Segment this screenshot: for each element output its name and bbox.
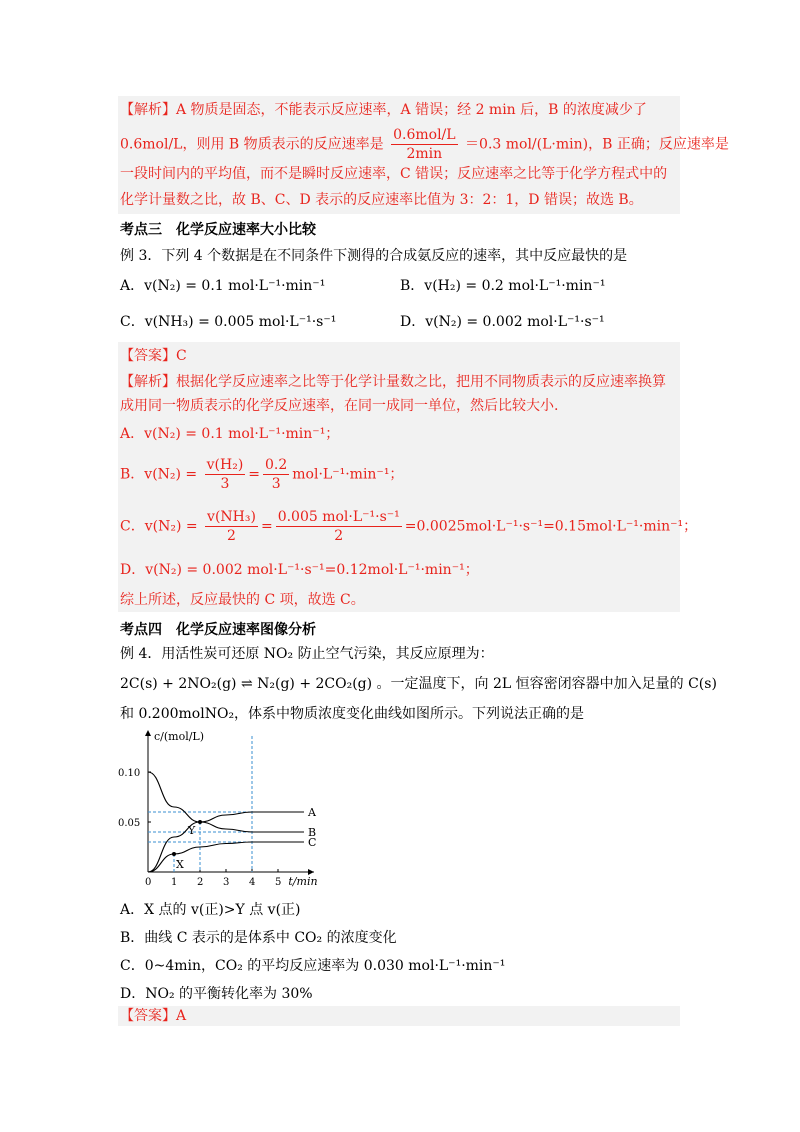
analysis-3-summary: 综上所述，反应最快的 C 项，故选 C。 [120, 592, 365, 608]
example-4-option-d: D．NO₂ 的平衡转化率为 30% [120, 986, 313, 1002]
point-Y-label: Y [188, 824, 196, 837]
point-X-label: X [176, 858, 184, 871]
analysis-1-line-4: 化学计量数之比，故 B、C、D 表示的反应速率比值为 3：2：1，D 错误；故选 B。 [120, 192, 643, 208]
point-Y [198, 820, 202, 824]
series-B-line [148, 772, 304, 832]
series-B-label: B [308, 826, 317, 839]
section-title-3: 考点三 化学反应速率大小比较 [120, 222, 316, 238]
analysis-1-line-2: 0.6mol/L，则用 B 物质表示的反应速率是 $\frac{\text{0.6mol/L}}{2\min}$ ＝0.3 mol/(L·min)，B 正确；反应速率是 [120, 127, 729, 162]
x-tick-label: 3 [223, 877, 230, 888]
x-tick-label: 0 [145, 877, 152, 888]
point-X [172, 852, 176, 856]
y-axis-arrow [145, 730, 151, 736]
example-3-option-b: B．v(H₂) = 0.2 mol·L⁻¹·min⁻¹ [400, 278, 606, 294]
analysis-3-line-2: 成用同一物质表示的化学反应速率，在同一成同一单位，然后比较大小. [120, 398, 559, 414]
x-tick-label: 2 [197, 877, 204, 888]
example-4-stem-3: 和 0.200molNO₂，体系中物质浓度变化曲线如图所示。下列说法正确的是 [120, 706, 585, 722]
example-4-option-b: B．曲线 C 表示的是体系中 CO₂ 的浓度变化 [120, 930, 397, 946]
example-4-stem-2: 2C(s) + 2NO₂(g) ⇌ N₂(g) + 2CO₂(g) 。一定温度下，向 2L 恒容密闭容器中加入足量的 C(s) [120, 676, 717, 692]
series-A-label: A [308, 806, 316, 819]
example-3-option-a: A．v(N₂) = 0.1 mol·L⁻¹·min⁻¹ [120, 278, 326, 294]
section-title-4: 考点四 化学反应速率图像分析 [120, 622, 316, 638]
analysis-3-step-b: B．v(N₂) = $\frac{\text{v(H₂)}}{3}$ = $\frac{0.2}{3}$ mol·L⁻¹·min⁻¹； [120, 457, 404, 492]
series-C-label: C [308, 836, 317, 849]
y-axis-label: c/(mol/L) [154, 730, 205, 743]
analysis-1-line-1: 【解析】A 物质是固态，不能表示反应速率，A 错误；经 2 min 后，B 的浓度减少了 [120, 102, 647, 118]
example-3-stem: 例 3．下列 4 个数据是在不同条件下测得的合成氨反应的速率，其中反应最快的是 [120, 248, 628, 264]
series-C-line [148, 842, 304, 872]
example-4-option-a: A．X 点的 v(正)>Y 点 v(正) [120, 902, 301, 918]
analysis-1-line-3: 一段时间内的平均值，而不是瞬时反应速率，C 错误；反应速率之比等于化学方程式中的 [120, 166, 668, 182]
x-tick-label: 4 [249, 877, 256, 888]
y-tick-label: 0.05 [118, 818, 141, 829]
x-tick-label: 5 [275, 877, 282, 888]
example-4-stem-1: 例 4．用活性炭可还原 NO₂ 防止空气污染，其反应原理为： [120, 646, 494, 662]
x-axis-label: t/min [288, 875, 318, 888]
analysis-3-step-c: C．v(N₂) = $\frac{\text{v(NH₃)}}{2}$ = $\frac{\text{0.005 mol·L⁻¹·s⁻¹}}{2}$ =0.0025mol·L⁻¹·s⁻¹=0.15mol·L⁻¹·min⁻¹； [120, 509, 698, 544]
example-4-option-c: C．0~4min，CO₂ 的平均反应速率为 0.030 mol·L⁻¹·min⁻¹ [120, 958, 506, 974]
analysis-3-line-1: 【解析】根据化学反应速率之比等于化学计量数之比，把用不同物质表示的反应速率换算 [120, 374, 666, 390]
example-3-option-c: C．v(NH₃) = 0.005 mol·L⁻¹·s⁻¹ [120, 314, 337, 330]
example-3-option-d: D．v(N₂) = 0.002 mol·L⁻¹·s⁻¹ [400, 314, 605, 330]
analysis-3-step-a: A．v(N₂) = 0.1 mol·L⁻¹·min⁻¹； [120, 426, 340, 442]
x-tick-label: 1 [171, 877, 178, 888]
analysis-3-step-d: D．v(N₂) = 0.002 mol·L⁻¹·s⁻¹=0.12mol·L⁻¹·min⁻¹； [120, 562, 479, 578]
answer-block-4 [118, 1006, 680, 1026]
concentration-chart [118, 724, 348, 892]
answer-3: 【答案】C [120, 348, 187, 364]
y-tick-label: 0.10 [118, 768, 141, 779]
answer-4: 【答案】A [120, 1008, 187, 1024]
